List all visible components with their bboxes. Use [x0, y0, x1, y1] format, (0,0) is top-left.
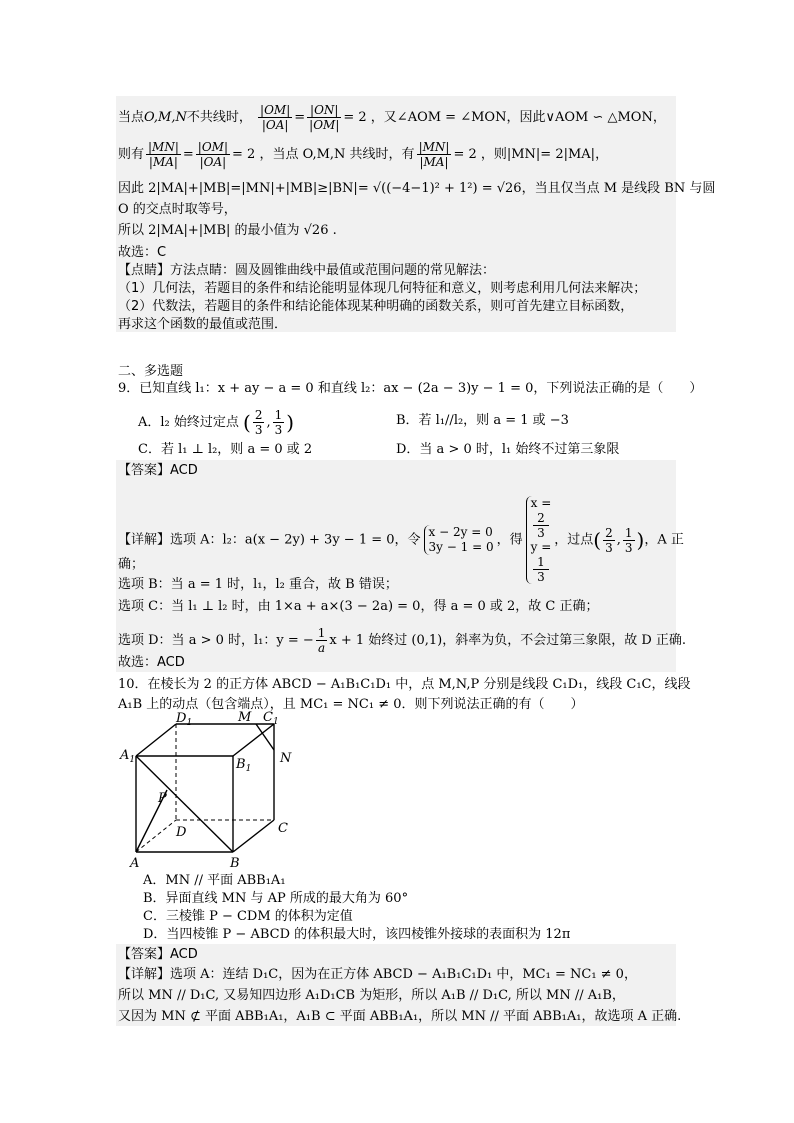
- q9-option-b: B．若 l₁//l₂，则 a = 1 或 −3: [396, 413, 569, 428]
- cube-diagram: [118, 710, 298, 870]
- tip-item-2: （2）代数法，若题目的条件和结论能体现某种明确的函数关系，则可首先建立目标函数，: [118, 299, 634, 314]
- q10-option-c: C．三棱锥 P − CDM 的体积为定值: [143, 909, 353, 924]
- q10-option-b: B．异面直线 MN 与 AP 所成的最大角为 60°: [143, 891, 409, 906]
- sol-line-2: 则有 $\frac{|MN|}{|MA|}$ = $\frac{|OM|}{|OA|}$ = 2 ，当点 O,M,N 共线时，有 $\frac{|MN|}{|MA|}$ = 2 ，则|MN|= 2|MA|，: [118, 140, 609, 169]
- q9-detail-a-end: 确；: [118, 557, 145, 572]
- q10-option-d: D．当四棱锥 P − ABCD 的体积最大时，该四棱锥外接球的表面积为 12π: [143, 927, 571, 942]
- q10-stem-1: 10．在棱长为 2 的正方体 ABCD − A₁B₁C₁D₁ 中，点 M,N,P 分别是线段 C₁D₁，线段 C₁C，线段: [118, 677, 691, 692]
- q9-detail-b: 选项 B：当 a = 1 时，l₁，l₂ 重合，故 B 错误；: [118, 577, 398, 592]
- q10-answer: 【答案】ACD: [118, 947, 198, 962]
- label-n: N: [280, 751, 292, 766]
- q10-detail-1: 【详解】选项 A：连结 D₁C，因为在正方体 ABCD − A₁B₁C₁D₁ 中，MC₁ = NC₁ ≠ 0，: [118, 967, 637, 982]
- q9-answer: 【答案】ACD: [118, 463, 198, 478]
- q10-detail-3: 又因为 MN ⊄ 平面 ABB₁A₁，A₁B ⊂ 平面 ABB₁A₁，所以 MN // 平面 ABB₁A₁，故选项 A 正确.: [118, 1009, 682, 1024]
- equation-system-1: x − 2y = 0 3y − 1 = 0: [424, 525, 494, 555]
- q9-option-d: D．当 a > 0 时，l₁ 始终不过第三象限: [396, 442, 620, 457]
- q9-detail-d: 选项 D：当 a > 0 时，l₁：y = − $\frac{1}{a}$ x + 1 始终过 (0,1)，斜率为负，不会过第三象限，故 D 正确.: [118, 626, 687, 655]
- tip-title: 【点睛】方法点睛：圆及圆锥曲线中最值或范围问题的常见解法：: [118, 263, 496, 278]
- fraction-om-oa-2: $\frac{|OM|}{|OA|}$: [197, 140, 229, 169]
- sol-line-1: 当点O,M,N不共线时， $\frac{|OM|}{|OA|}$ = $\frac{|ON|}{|OM|}$ = 2 ，又∠AOM = ∠MON，因此∨AOM ∽ △MON，: [118, 103, 666, 132]
- label-p: P: [158, 791, 167, 806]
- label-c1: $C_1$: [263, 710, 279, 727]
- sol-choice: 故选：C: [118, 245, 167, 260]
- q10-stem-2: A₁B 上的动点（包含端点），且 MC₁ = NC₁ ≠ 0．则下列说法正确的有（ ）: [118, 697, 584, 712]
- fraction-mn-ma: $\frac{|MN|}{|MA|}$: [148, 140, 179, 169]
- label-a: A: [130, 856, 140, 870]
- equation-system-2: x = 2 3 y = 1 3: [526, 496, 552, 584]
- label-b1: $B_1$: [236, 757, 252, 774]
- label-c: C: [278, 821, 288, 836]
- q9-choice: 故选：ACD: [118, 655, 185, 670]
- q9-option-c: C．若 l₁ ⊥ l₂，则 a = 0 或 2: [138, 442, 313, 457]
- q9-option-a: A．l₂ 始终过定点 ( $\frac{2}{3}$ , $\frac{1}{3}$ ): [138, 408, 295, 437]
- fraction-on-om: $\frac{|ON|}{|OM|}$: [309, 103, 340, 132]
- tip-item-1: （1）几何法，若题目的条件和结论能明显体现几何特征和意义，则考虑利用几何法来解决；: [118, 281, 647, 296]
- fraction-om-oa: $\frac{|OM|}{|OA|}$: [260, 103, 291, 132]
- label-a1: $A_1$: [120, 748, 136, 765]
- label-m: M: [238, 710, 252, 725]
- sol-line-5: 所以 2|MA|+|MB| 的最小值为 √26 .: [118, 223, 337, 238]
- q9-stem: 9．已知直线 l₁：x + ay − a = 0 和直线 l₂：ax − (2a − 3)y − 1 = 0，下列说法正确的是（ ）: [118, 381, 703, 396]
- q10-detail-2: 所以 MN // D₁C, 又易知四边形 A₁D₁CB 为矩形，所以 A₁B // D₁C, 所以 MN // A₁B，: [118, 988, 625, 1003]
- tip-item-3: 再求这个函数的最值或范围．: [118, 317, 288, 332]
- label-d: D: [176, 825, 187, 840]
- q10-option-a: A．MN // 平面 ABB₁A₁: [143, 873, 286, 888]
- sol-line-3: 因此 2|MA|+|MB|=|MN|+|MB|≥|BN|= √((−4−1)² + 1²) = √26，当且仅当点 M 是线段 BN 与圆: [118, 181, 716, 196]
- q9-detail-a: 【详解】选项 A：l₂：a(x − 2y) + 3y − 1 = 0，令 x − 2y = 0 3y − 1 = 0 ，得 x = 2 3 y = 1 3 ，过点( $\frac{2}{3}$ , $\frac{1}{3}$ )，A 正: [118, 496, 684, 584]
- q9-detail-c: 选项 C：当 l₁ ⊥ l₂ 时，由 1×a + a×(3 − 2a) = 0，得 a = 0 或 2，故 C 正确；: [118, 599, 599, 614]
- label-d1: $D_1$: [176, 711, 193, 728]
- sol-line-4: O 的交点时取等号，: [118, 202, 237, 217]
- label-b: B: [230, 856, 240, 870]
- section-title: 二、多选题: [118, 364, 184, 379]
- fraction-mn-ma-2: $\frac{|MN|}{|MA|}$: [418, 140, 450, 169]
